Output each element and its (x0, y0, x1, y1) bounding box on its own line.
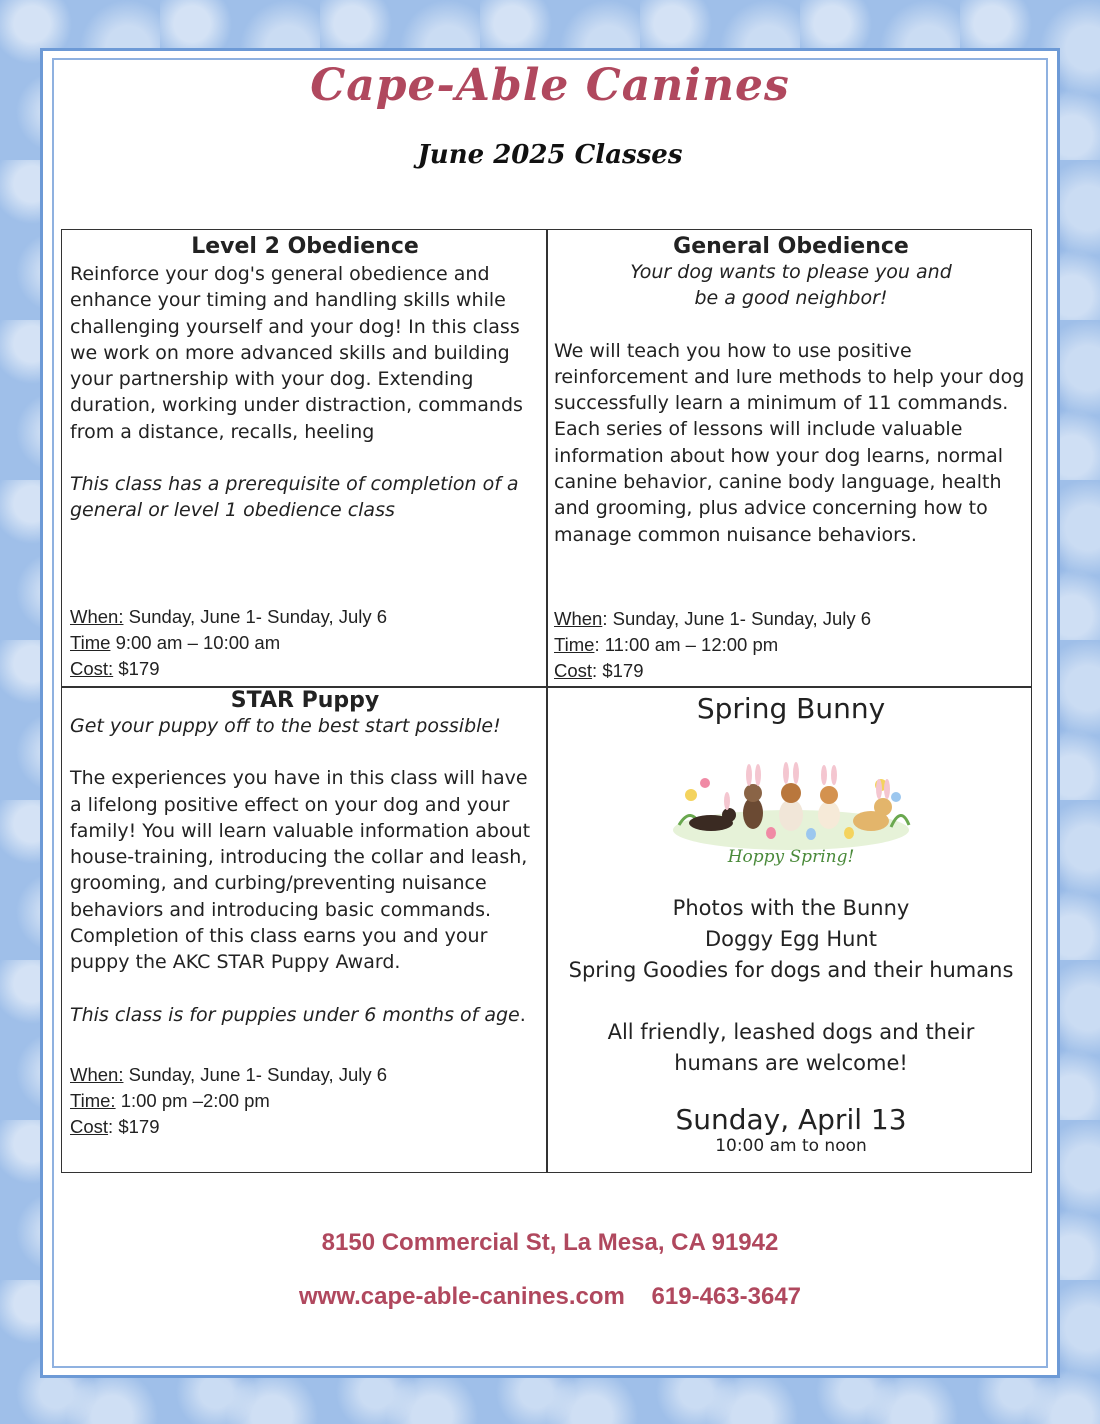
general-tagline-2: be a good neighbor! (694, 287, 888, 310)
star-description: The experiences you have in this class will have a lifelong positive effect on your dog and your family! You will learn valuable information about house-training, introducing the collar and leash, grooming, and curbing/preventing nuisance behaviors and introducing basic commands. Completion of this class earns you and your puppy the AKC STAR Puppy Award. (70, 767, 531, 974)
page-title: Cape-Able Canines (310, 60, 790, 111)
hoppy-spring-illustration (671, 735, 911, 875)
star-time (70, 1088, 540, 1114)
cost-label: Cost (70, 1116, 109, 1137)
event-welcome-1: All friendly, leashed dogs and their (607, 1020, 975, 1044)
phone-number: 619-463-3647 (651, 1283, 802, 1310)
level2-cost (70, 656, 540, 682)
level2-when (70, 604, 540, 630)
when-value: Sunday, June 1- Sunday, July 6 (123, 606, 388, 627)
general-description: We will teach you how to use positive reinforcement and lure methods to help your dog successfully learn a minimum of 11 commands. Each series of lessons will include valuable information about how your dog learns, normal canine behavior, canine body language, health and grooming, plus advice concerning how to manage common nuisance behaviors. (554, 339, 1025, 546)
star-age-note (70, 1002, 540, 1028)
general-time (554, 632, 1028, 658)
event-line-goodies: Spring Goodies for dogs and their humans (568, 958, 1014, 982)
star-cost (70, 1114, 540, 1140)
event-line-egg-hunt: Doggy Egg Hunt (704, 927, 878, 951)
cost-value: : $179 (108, 1116, 160, 1137)
cost-label: Cost (554, 660, 593, 681)
hoppy-spring-caption: Hoppy Spring! (727, 847, 855, 867)
level2-time (70, 630, 540, 656)
level2-description: Reinforce your dog's general obedience and enhance your timing and handling skills while challenging yourself and your dog! In this class we work on more advanced skills and building your partnership with your dog. Extending duration, working under distraction, commands from a distance, recalls, heeling (70, 263, 523, 443)
cost-value: $179 (113, 658, 160, 679)
star-when (70, 1062, 540, 1088)
general-title: General Obedience (673, 234, 909, 259)
event-time: 10:00 am to noon (715, 1136, 867, 1156)
when-value: : Sunday, June 1- Sunday, July 6 (602, 608, 872, 629)
time-value: 1:00 pm –2:00 pm (115, 1090, 270, 1111)
grid-divider-vertical (546, 230, 548, 1172)
cost-label: Cost: (70, 658, 114, 679)
when-label: When (554, 608, 603, 629)
cost-value: : $179 (592, 660, 644, 681)
event-date: Sunday, April 13 (675, 1103, 907, 1136)
star-title: STAR Puppy (230, 688, 380, 713)
spring-bunny-cell (554, 688, 1028, 1172)
star-age-note-text: This class is for puppies under 6 months of age (70, 1003, 520, 1026)
general-cost (554, 658, 1028, 684)
event-welcome-2: humans are welcome! (674, 1051, 908, 1075)
event-line-photos: Photos with the Bunny (672, 896, 910, 920)
time-label: Time: (70, 1090, 116, 1111)
time-label: Time (70, 632, 111, 653)
general-when (554, 606, 1028, 632)
level2-obedience-cell (70, 230, 540, 686)
page-subtitle: June 2025 Classes (417, 140, 683, 170)
star-age-note-period: . (519, 1003, 526, 1026)
time-label: Time (554, 634, 595, 655)
level2-title: Level 2 Obedience (191, 234, 419, 259)
star-puppy-cell (70, 688, 540, 1172)
footer-address: 8150 Commercial St, La Mesa, CA 91942 (321, 1229, 779, 1256)
general-obedience-cell (554, 230, 1028, 686)
general-logistics (554, 606, 1028, 684)
general-tagline-1: Your dog wants to please you and (630, 261, 952, 283)
when-value: Sunday, June 1- Sunday, July 6 (123, 1064, 388, 1085)
when-label: When: (70, 606, 124, 627)
website-link[interactable]: www.cape-able-canines.com (298, 1283, 625, 1310)
star-logistics (70, 1062, 540, 1140)
classes-grid (61, 229, 1032, 1173)
level2-prerequisite-note: This class has a prerequisite of completion of a general or level 1 obedience class (70, 473, 519, 522)
footer-contact (0, 1283, 1100, 1311)
event-title: Spring Bunny (696, 692, 886, 725)
time-value: : 11:00 am – 12:00 pm (594, 634, 779, 655)
star-tagline: Get your puppy off to the best start possible! (70, 715, 501, 737)
when-label: When: (70, 1064, 124, 1085)
time-value: 9:00 am – 10:00 am (110, 632, 281, 653)
level2-logistics (70, 604, 540, 682)
